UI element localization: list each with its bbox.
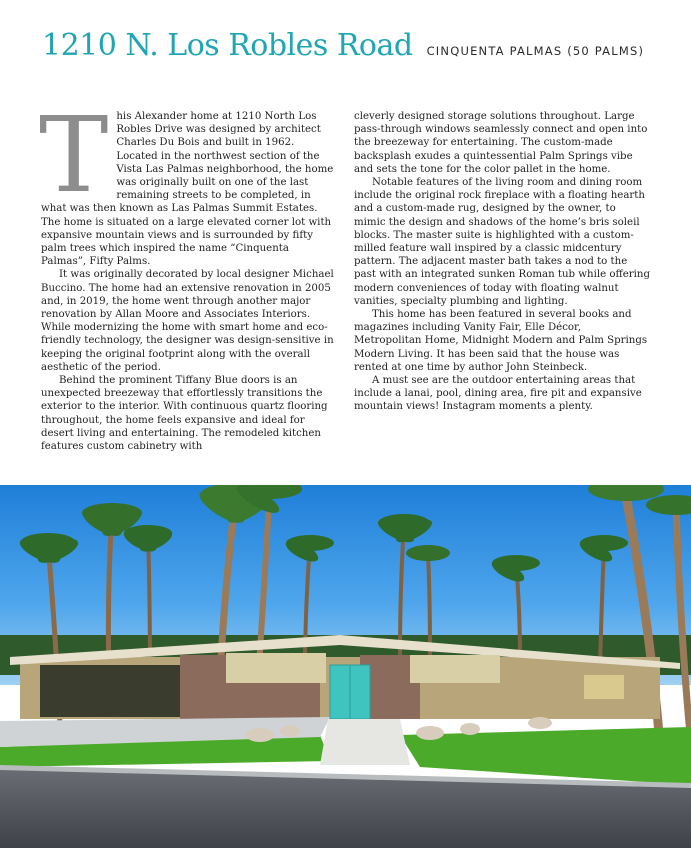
page-header (42, 28, 662, 68)
page-title: 1210 N. Los Robles Road (42, 28, 413, 63)
article-paragraph: A must see are the outdoor entertaining areas that include a lanai, pool, dining area, fire pit and expansive mountain views! Instagram moments a plenty. (354, 375, 642, 413)
house-photo-illustration (0, 485, 691, 848)
article-column-right (354, 110, 650, 414)
drop-cap: T (39, 94, 109, 216)
breeze-block-screen (226, 653, 326, 683)
breeze-block-screen (410, 655, 500, 683)
carport-shadow (40, 665, 180, 717)
article-paragraph: his Alexander home at 1210 North Los Robles Drive was designed by architect Charles Du Bois and built in 1962. Located in the northwest section of the Vista Las Palmas neighborhood, the home was originally built on one of the last remaining streets to be completed, in what was then known as Las Palmas Summit Estates. The home is situated on a large elevated corner lot with expansive mountain views and is surrounded by fifty palm trees which inspired the name “Cinquenta Palmas”, Fifty Palms. (41, 111, 334, 268)
window (584, 675, 624, 699)
walkway (320, 719, 410, 765)
street (0, 767, 691, 848)
page-subtitle: CINQUENTA PALMAS (50 PALMS) (426, 44, 645, 58)
article-paragraph: It was originally decorated by local designer Michael Buccino. The home had an extensive renovation in 2005 and, in 2019, the home went through another major renovation by Allan Moore and Associates Interiors. While modernizing the home with smart home and eco-friendly technology, the designer was design-sensitive in keeping the original footprint along with the overall aesthetic of the period. (41, 269, 334, 373)
article-paragraph: cleverly designed storage solutions throughout. Large pass-through windows seamlessly connect and open into the breezeway for entertaining. The custom-made backsplash exudes a quintessential Palm Springs vibe and sets the tone for the color pallet in the home. (354, 111, 648, 175)
article-column-left (39, 94, 337, 453)
lawn (400, 727, 691, 785)
article-paragraph: This home has been featured in several books and magazines including Vanity Fair, Elle Décor, Metropolitan Home, Midnight Modern and Palm Springs Modern Living. It has been said that the house was rented at one time by author John Steinbeck. (354, 309, 648, 373)
house-photo (0, 485, 691, 848)
article-paragraph: Notable features of the living room and dining room include the original rock fireplace with a floating hearth and a custom-made rug, designed by the owner, to mimic the design and shadows of the home’s bris soleil blocks. The master suite is highlighted with a custom-milled feature wall inspired by a classic midcentury pattern. The adjacent master bath takes a nod to the past with an integrated sunken Roman tub while offering modern conveniences of today with floating walnut vanities, specialty plumbing and lighting. (354, 177, 650, 307)
article-paragraph: Behind the prominent Tiffany Blue doors is an unexpected breezeway that effortlessly transitions the exterior to the interior. With continuous quartz flooring throughout, the home feels expansive and ideal for desert living and entertaining. The remodeled kitchen features custom cabinetry with (41, 375, 328, 453)
